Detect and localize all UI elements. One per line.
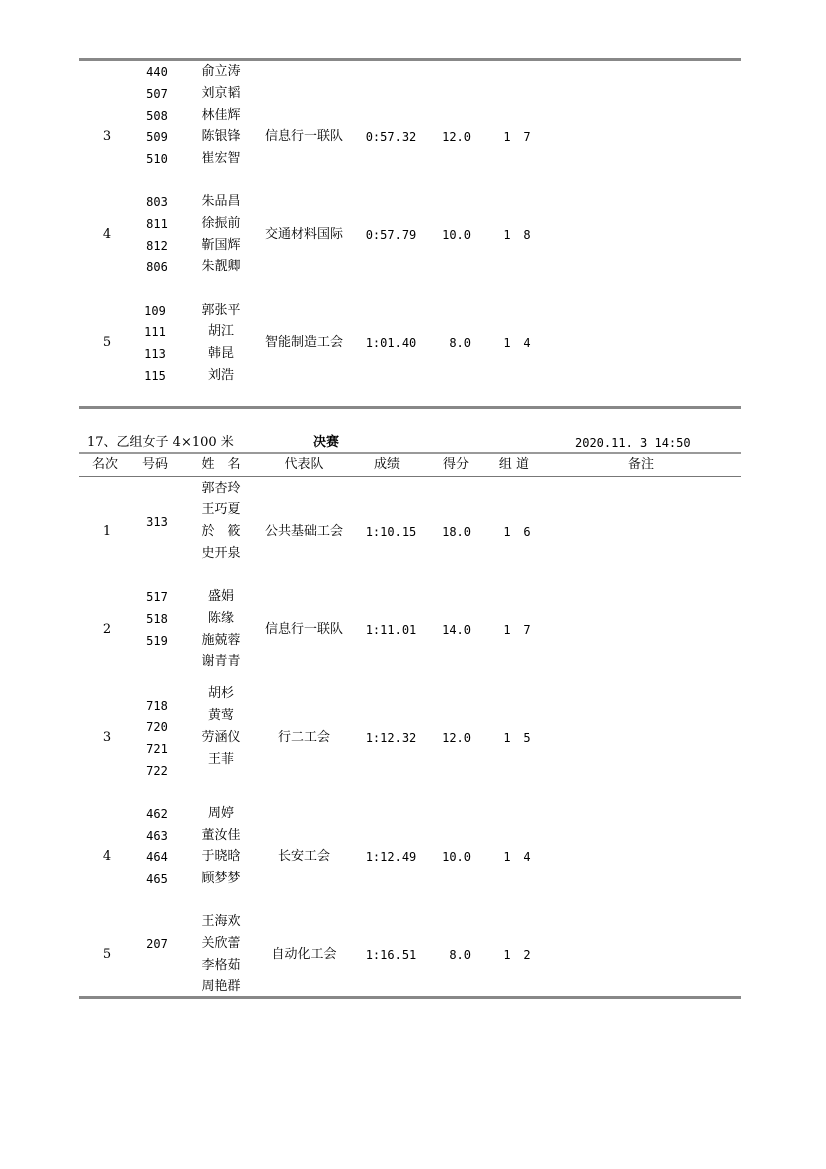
score-cell: 8.0	[449, 948, 471, 962]
col-rank: 名次	[91, 457, 119, 472]
team-cell: 信息行一联队	[264, 622, 344, 637]
number-cell: 440	[146, 65, 168, 79]
group-cell: 1	[503, 850, 511, 864]
number-cell: 113	[144, 347, 166, 361]
name-cell: 於 筱	[201, 524, 241, 539]
col-team: 代表队	[284, 457, 324, 472]
name-cell: 王巧夏	[201, 502, 241, 517]
name-cell: 刘浩	[207, 368, 235, 383]
name-cell: 关欣蕾	[201, 936, 241, 951]
lane-cell: 6	[523, 525, 531, 539]
name-cell: 施兢蓉	[201, 633, 241, 648]
col-name: 姓 名	[201, 457, 241, 472]
result-cell: 1:01.40	[365, 336, 417, 350]
team-cell: 长安工会	[277, 849, 331, 864]
score-cell: 12.0	[442, 731, 471, 745]
number-cell: 465	[146, 872, 168, 886]
score-cell: 12.0	[442, 130, 471, 144]
section-divider	[79, 406, 741, 409]
score-cell: 8.0	[449, 336, 471, 350]
team-cell: 自动化工会	[271, 947, 337, 962]
name-cell: 朱靓卿	[201, 259, 241, 274]
number-cell: 463	[146, 829, 168, 843]
header-top-rule	[79, 452, 741, 454]
group-cell: 1	[503, 731, 511, 745]
name-cell: 陈银锋	[201, 129, 241, 144]
col-number: 号码	[141, 457, 169, 472]
group-cell: 1	[503, 948, 511, 962]
col-group-lane: 组 道	[498, 457, 530, 472]
result-cell: 0:57.32	[365, 130, 417, 144]
name-cell: 刘京韬	[201, 86, 241, 101]
result-cell: 1:12.32	[365, 731, 417, 745]
number-cell: 721	[146, 742, 168, 756]
bottom-rule	[79, 996, 741, 999]
group-cell: 1	[503, 130, 511, 144]
team-cell: 智能制造工会	[264, 335, 344, 350]
name-cell: 劳涵仪	[201, 730, 241, 745]
top-rule	[79, 58, 741, 61]
name-cell: 陈缘	[207, 611, 235, 626]
col-result: 成绩	[373, 457, 401, 472]
col-score: 得分	[442, 457, 470, 472]
number-cell: 313	[146, 515, 168, 529]
name-cell: 王菲	[207, 752, 235, 767]
lane-cell: 8	[523, 228, 531, 242]
rank-cell: 3	[102, 730, 112, 745]
team-cell: 公共基础工会	[264, 524, 344, 539]
number-cell: 720	[146, 720, 168, 734]
number-cell: 806	[146, 260, 168, 274]
name-cell: 谢青青	[201, 654, 241, 669]
number-cell: 111	[144, 325, 166, 339]
number-cell: 462	[146, 807, 168, 821]
number-cell: 507	[146, 87, 168, 101]
number-cell: 718	[146, 699, 168, 713]
name-cell: 朱品昌	[201, 194, 241, 209]
number-cell: 519	[146, 634, 168, 648]
name-cell: 胡江	[207, 324, 235, 339]
number-cell: 510	[146, 152, 168, 166]
lane-cell: 7	[523, 623, 531, 637]
lane-cell: 5	[523, 731, 531, 745]
number-cell: 109	[144, 304, 166, 318]
score-cell: 14.0	[442, 623, 471, 637]
rank-cell: 5	[102, 947, 112, 962]
name-cell: 王海欢	[201, 914, 241, 929]
rank-cell: 3	[102, 129, 112, 144]
name-cell: 俞立涛	[201, 64, 241, 79]
name-cell: 顾梦梦	[201, 871, 241, 886]
name-cell: 徐振前	[201, 216, 241, 231]
event-stage: 决赛	[313, 435, 340, 450]
group-cell: 1	[503, 228, 511, 242]
number-cell: 517	[146, 590, 168, 604]
number-cell: 518	[146, 612, 168, 626]
result-cell: 0:57.79	[365, 228, 417, 242]
group-cell: 1	[503, 623, 511, 637]
score-cell: 10.0	[442, 850, 471, 864]
name-cell: 李格茹	[201, 958, 241, 973]
name-cell: 周艳群	[201, 979, 241, 994]
name-cell: 郭杏玲	[201, 481, 241, 496]
number-cell: 508	[146, 109, 168, 123]
name-cell: 史开泉	[201, 546, 241, 561]
lane-cell: 4	[523, 850, 531, 864]
name-cell: 靳国辉	[201, 238, 241, 253]
lane-cell: 2	[523, 948, 531, 962]
number-cell: 811	[146, 217, 168, 231]
rank-cell: 5	[102, 335, 112, 350]
header-bottom-rule	[79, 476, 741, 477]
name-cell: 林佳辉	[201, 108, 241, 123]
rank-cell: 4	[102, 849, 112, 864]
team-cell: 信息行一联队	[264, 129, 344, 144]
result-cell: 1:10.15	[365, 525, 417, 539]
rank-cell: 1	[102, 524, 112, 539]
score-cell: 18.0	[442, 525, 471, 539]
name-cell: 董汝佳	[201, 828, 241, 843]
result-cell: 1:12.49	[365, 850, 417, 864]
name-cell: 胡杉	[207, 686, 235, 701]
lane-cell: 4	[523, 336, 531, 350]
score-cell: 10.0	[442, 228, 471, 242]
number-cell: 207	[146, 937, 168, 951]
number-cell: 812	[146, 239, 168, 253]
number-cell: 115	[144, 369, 166, 383]
event-title: 17、乙组女子 4×100 米	[87, 435, 234, 450]
rank-cell: 4	[102, 227, 112, 242]
number-cell: 722	[146, 764, 168, 778]
number-cell: 803	[146, 195, 168, 209]
group-cell: 1	[503, 525, 511, 539]
lane-cell: 7	[523, 130, 531, 144]
event-datetime: 2020.11. 3 14:50	[575, 436, 691, 450]
name-cell: 周婷	[207, 806, 235, 821]
group-cell: 1	[503, 336, 511, 350]
name-cell: 黄莺	[207, 708, 235, 723]
team-cell: 交通材料国际	[264, 227, 344, 242]
team-cell: 行二工会	[277, 730, 331, 745]
result-cell: 1:11.01	[365, 623, 417, 637]
col-note: 备注	[627, 457, 655, 472]
result-cell: 1:16.51	[365, 948, 417, 962]
number-cell: 464	[146, 850, 168, 864]
name-cell: 崔宏智	[201, 151, 241, 166]
name-cell: 盛娟	[207, 589, 235, 604]
name-cell: 郭张平	[201, 303, 241, 318]
name-cell: 于晓晗	[201, 849, 241, 864]
name-cell: 韩昆	[207, 346, 235, 361]
number-cell: 509	[146, 130, 168, 144]
rank-cell: 2	[102, 622, 112, 637]
